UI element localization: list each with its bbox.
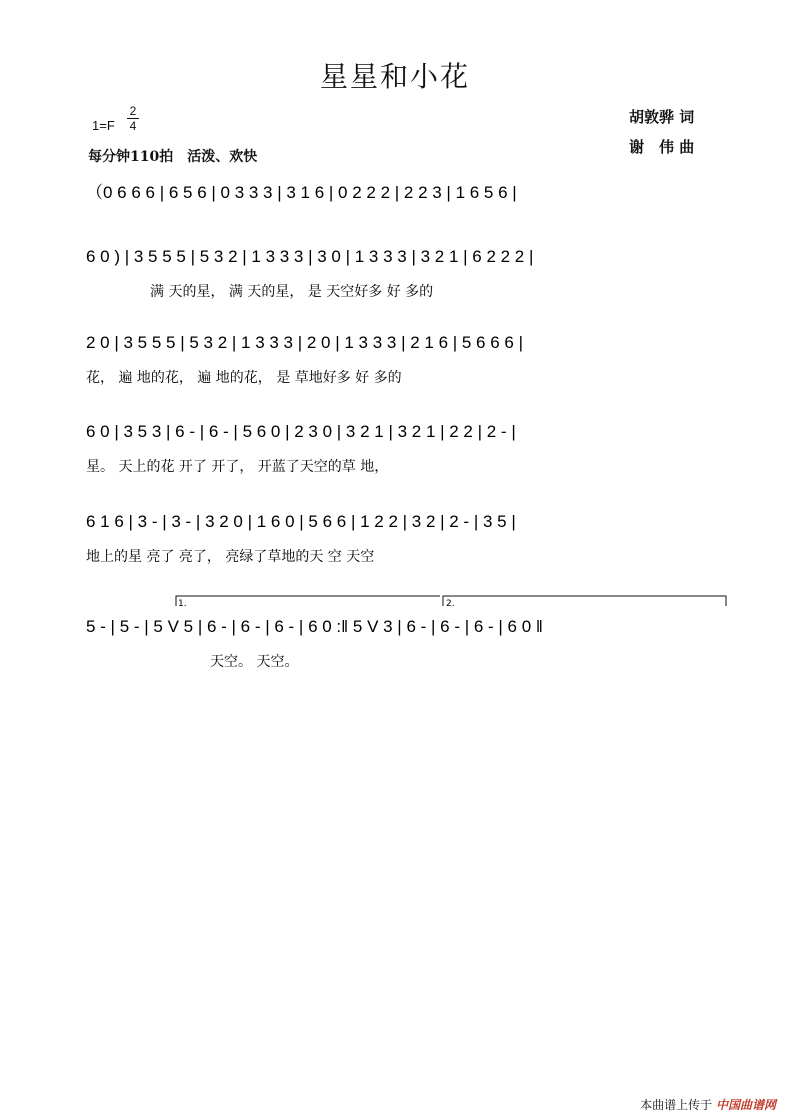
score-line-3 bbox=[86, 333, 523, 386]
upload-footer bbox=[640, 1096, 776, 1113]
volta-2-label: 2. bbox=[446, 599, 455, 609]
composer-credit: 谢 伟 曲 bbox=[629, 138, 695, 156]
score-line-4 bbox=[86, 422, 516, 475]
site-logo: 中国曲谱网 bbox=[715, 1098, 776, 1112]
lyrics-line-2: 满 天的星， 满 天的星， 是 天空好多 好 多的 bbox=[150, 284, 434, 300]
key-signature: 1=F bbox=[92, 118, 115, 133]
time-signature-top: 2 bbox=[129, 104, 137, 118]
score-line-5 bbox=[86, 512, 516, 565]
notes-line-4: 6 0 | 3 5 3 | 6 - | 6 - | 5 6 0 | 2 3 0 | 3 2 1 | 3 2 1 | 2 2 | 2 - | bbox=[86, 422, 516, 441]
notes-line-3: 2 0 | 3 5 5 5 | 5 3 2 | 1 3 3 3 | 2 0 | 1 3 3 3 | 2 1 6 | 5 6 6 6 | bbox=[86, 333, 524, 352]
notes-line-6: 5 - | 5 - | 5 V 5 | 6 - | 6 - | 6 - | 6 0 :‖ 5 V 3 | 6 - | 6 - | 6 - | 6 0 ‖ bbox=[86, 617, 543, 636]
score-line-2 bbox=[86, 247, 533, 300]
volta-1-label: 1. bbox=[178, 599, 187, 609]
lyricist-credit: 胡敦骅 词 bbox=[629, 108, 695, 126]
lyrics-line-4: 星。 天上的花 开了 开了， 开蓝了天空的草 地， bbox=[86, 459, 389, 475]
tempo-marking: 每分钟110拍 活泼、欢快 bbox=[88, 149, 258, 165]
notes-line-1: （0 6 6 6 | 6 5 6 | 0 3 3 3 | 3 1 6 | 0 2 2 2 | 2 2 3 | 1 6 5 6 | bbox=[86, 183, 517, 202]
lyrics-line-3: 花， 遍 地的花， 遍 地的花， 是 草地好多 好 多的 bbox=[86, 370, 402, 386]
song-title: 星星和小花 bbox=[319, 60, 470, 93]
upload-text: 本曲谱上传于 bbox=[640, 1098, 713, 1112]
notes-line-5: 6 1 6 | 3 - | 3 - | 3 2 0 | 1 6 0 | 5 6 6 | 1 2 2 | 3 2 | 2 - | 3 5 | bbox=[86, 512, 516, 531]
notes-line-2: 6 0 ) | 3 5 5 5 | 5 3 2 | 1 3 3 3 | 3 0 | 1 3 3 3 | 3 2 1 | 6 2 2 2 | bbox=[86, 247, 534, 266]
lyrics-line-6: 天空。 天空。 bbox=[210, 654, 299, 670]
time-signature-bottom: 4 bbox=[127, 118, 139, 133]
lyrics-line-5: 地上的星 亮了 亮了， 亮绿了草地的天 空 天空 bbox=[86, 549, 375, 565]
score-line-6 bbox=[86, 596, 726, 670]
score-line-1 bbox=[86, 183, 517, 202]
